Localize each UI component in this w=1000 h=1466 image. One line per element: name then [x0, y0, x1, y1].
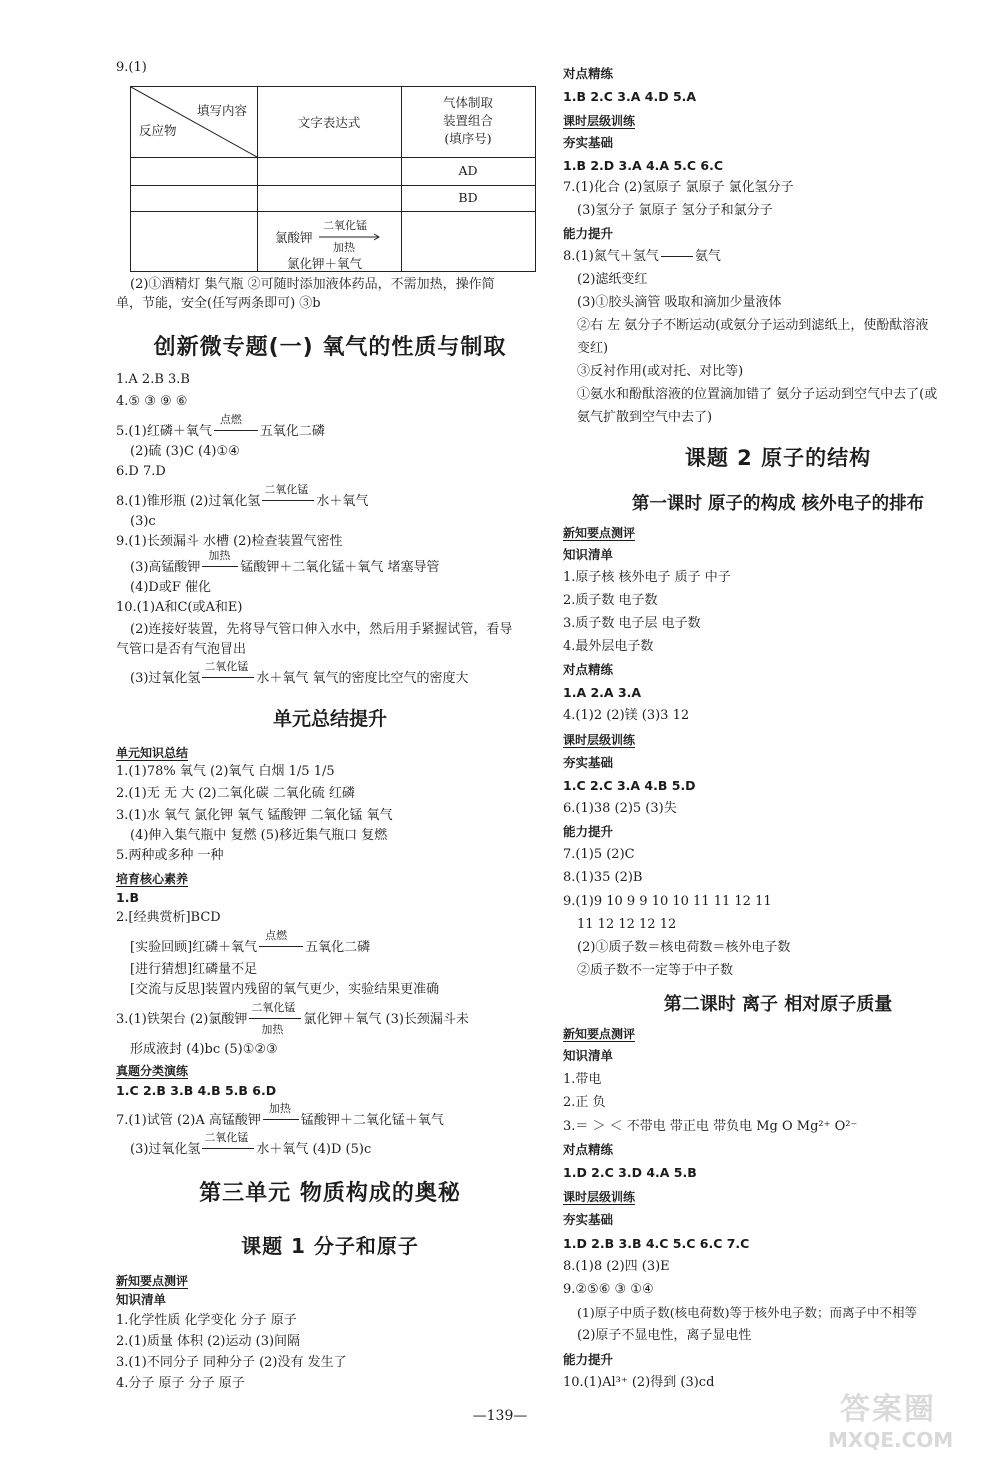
answer-line: 10.(1)Al³⁺ (2)得到 (3)cd	[563, 1375, 715, 1390]
answer-line: 10.(1)A和C(或A和E)	[116, 600, 243, 615]
subsection-label: 对点精练	[563, 1142, 614, 1157]
answer-line: 8.(1)氮气＋氢气 氨气	[563, 249, 721, 264]
answer-line: 9.(1)长颈漏斗 水槽 (2)检查装置气密性	[116, 534, 343, 549]
reaction-arrow-icon: 二氧化锰	[200, 671, 256, 687]
answer-line: 气管口是否有气泡冒出	[116, 642, 247, 657]
answer-line: (3)①胶头滴管 吸取和滴加少量液体	[577, 295, 782, 310]
answer-line: 2.(1)质量 体积 (2)运动 (3)间隔	[116, 1334, 301, 1349]
table-divider	[131, 211, 535, 212]
answer-line: 9.②⑤⑥ ③ ①④	[563, 1282, 654, 1297]
watermark-text: MXQE.COM	[828, 1428, 954, 1452]
answer-line: (3)高锰酸钾 加热 锰酸钾＋二氧化锰＋氧气 堵塞导管	[130, 549, 440, 575]
subsection-label: 对点精练	[563, 66, 614, 81]
subsection-label: 知识清单	[563, 547, 614, 562]
reaction-arrow-icon: 点燃	[212, 424, 260, 440]
subsection-label: 能力提升	[563, 226, 614, 241]
reaction-arrow-icon: 加热	[261, 1113, 301, 1129]
answer-line: ②右 左 氨分子不断运动(或氨分子运动到滤纸上，使酚酞溶液	[577, 318, 929, 333]
table-divider	[131, 157, 535, 158]
answer-line: 1.化学性质 化学变化 分子 原子	[116, 1313, 297, 1328]
subsection-label: 新知要点测评	[563, 526, 636, 540]
answer-line: 4.(1)2 (2)镁 (3)3 12	[563, 708, 690, 723]
answer-line: [进行猜想]红磷量不足	[130, 962, 258, 977]
answer-line: 3.质子数 电子层 电子数	[563, 616, 701, 631]
table-cell: BD	[458, 190, 478, 205]
answer-line: 5.两种或多种 一种	[116, 848, 224, 863]
answer-line: ③反衬作用(或对托、对比等)	[577, 364, 744, 379]
answer-line: 8.(1)锥形瓶 (2)过氧化氢 二氧化锰 水＋氧气	[116, 483, 369, 509]
answer-line: 7.(1)5 (2)C	[563, 847, 635, 862]
answer-line: 3.＝ ＞ ＜ 不带电 带正电 带负电 Mg O Mg²⁺ O²⁻	[563, 1119, 858, 1134]
answer-line: 1.原子核 核外电子 质子 中子	[563, 570, 731, 585]
answer-line: 3.(1)铁架台 (2)氯酸钾 二氧化锰 加热 氯化钾＋氧气 (3)长颈漏斗未	[116, 1001, 469, 1036]
answer-line: 4.⑤ ③ ⑨ ⑥	[116, 394, 188, 409]
answer-line: (4)伸入集气瓶中 复燃 (5)移近集气瓶口 复燃	[130, 828, 388, 843]
answer-line: [实验回顾]红磷＋氧气 点燃 五氧化二磷	[130, 929, 371, 955]
subsection-label: 新知要点测评	[563, 1027, 636, 1041]
reaction-arrow-icon: 二氧化锰	[200, 1142, 256, 1158]
answer-line: 11 12 12 12 12	[577, 917, 677, 932]
watermark-logo	[822, 1384, 992, 1458]
subsection-label: 夯实基础	[563, 135, 614, 150]
table-header-apparatus: 装置组合	[442, 113, 493, 128]
reaction-arrow-icon	[659, 249, 695, 265]
subsection-label: 知识清单	[563, 1048, 614, 1063]
lesson-title: 第二课时 离子 相对原子质量	[663, 994, 893, 1015]
subsection-label: 课时层级训练	[563, 733, 636, 747]
answer-line: (3)c	[130, 514, 156, 529]
answer-line: (3)氢分子 氯原子 氢分子和氯分子	[577, 203, 773, 218]
subsection-label: 能力提升	[563, 1352, 614, 1367]
topic-title: 课题 1 分子和原子	[241, 1234, 419, 1258]
page-number: —139—	[472, 1408, 528, 1424]
unit-title: 第三单元 物质构成的奥秘	[199, 1181, 461, 1206]
answer-line: (2)硫 (3)C (4)①④	[130, 444, 240, 459]
answer-line: (1)原子中质子数(核电荷数)等于核外电子数；而离子中不相等	[577, 1305, 917, 1320]
answer-line: [交流与反思]装置内残留的氧气更少，实验结果更准确	[130, 982, 440, 997]
answer-line: (4)D或F 催化	[130, 580, 211, 595]
answer-line: (2)①质子数＝核电荷数＝核外电子数	[577, 940, 791, 955]
subsection-label: 真题分类演练	[116, 1064, 189, 1078]
table-header-apparatus: 气体制取	[442, 95, 493, 110]
answer-line: 变红)	[577, 341, 609, 356]
answer-line: 5.(1)红磷＋氧气 点燃 五氧化二磷	[116, 413, 325, 439]
answer-line: 1.A 2.B 3.B	[116, 372, 190, 387]
subsection-label: 能力提升	[563, 824, 614, 839]
answer-line: 4.分子 原子 分子 原子	[116, 1376, 245, 1391]
subsection-label: 对点精练	[563, 662, 614, 677]
table-divider	[131, 185, 535, 186]
table-cell: 氯化钾＋氧气	[287, 256, 363, 271]
answer-line: 形成液封 (4)bc (5)①②③	[130, 1042, 278, 1057]
answer-line: 3.(1)不同分子 同种分子 (2)没有 发生了	[116, 1355, 347, 1370]
answer-line: 6.D 7.D	[116, 464, 166, 479]
answer-line: (2)原子不显电性，离子显电性	[577, 1328, 752, 1343]
lesson-title: 第一课时 原子的构成 核外电子的排布	[631, 494, 925, 514]
q9-label: 9.(1)	[116, 60, 147, 75]
answer-line: ①氨水和酚酞溶液的位置滴加错了 氨分子运动到空气中去了(或	[577, 387, 938, 402]
answer-line: (3)过氧化氢 二氧化锰 水＋氧气 氧气的密度比空气的密度大	[130, 660, 469, 686]
answer-line: 1.C 2.C 3.A 4.B 5.D	[563, 778, 696, 793]
topic-title: 课题 2 原子的结构	[684, 446, 872, 470]
answer-line: (2)①酒精灯 集气瓶 ②可随时添加液体药品，不需加热，操作简	[130, 277, 495, 292]
answer-line: 1.B 2.D 3.A 4.A 5.C 6.C	[563, 158, 724, 173]
reaction-arrow-icon: 二氧化锰	[260, 494, 316, 510]
answer-line: 2.(1)无 无 大 (2)二氧化碳 二氧化硫 红磷	[116, 786, 355, 801]
answer-line: 2.质子数 电子数	[563, 593, 658, 608]
reaction-table	[130, 86, 536, 272]
watermark-text: 答案圈	[840, 1392, 936, 1427]
reaction-arrow-icon: 点燃	[257, 940, 305, 956]
reaction-arrow-icon: 二氧化锰 加热	[247, 1012, 303, 1028]
table-header-expression: 文字表达式	[297, 115, 361, 130]
answer-line: 6.(1)38 (2)5 (3)失	[563, 801, 677, 816]
answer-line: 氨气扩散到空气中去了)	[577, 410, 713, 425]
answer-line: 1.(1)78% 氧气 (2)氧气 白烟 1/5 1/5	[116, 764, 335, 779]
answer-line: 8.(1)8 (2)四 (3)E	[563, 1259, 670, 1274]
reaction-arrow-icon: 加热	[200, 560, 240, 576]
answer-line: 1.B	[116, 890, 139, 905]
subsection-label: 夯实基础	[563, 755, 614, 770]
reaction-condition: 二氧化锰	[323, 219, 367, 232]
answer-line: 1.A 2.A 3.A	[563, 685, 642, 700]
section-title: 单元总结提升	[272, 708, 387, 730]
section-title: 创新微专题(一) 氧气的性质与制取	[153, 335, 507, 360]
answer-line: 7.(1)化合 (2)氢原子 氯原子 氯化氢分子	[563, 180, 794, 195]
table-cell: AD	[458, 163, 478, 178]
subsection-label: 新知要点测评	[116, 1274, 189, 1288]
subsection-label: 知识清单	[116, 1292, 167, 1307]
reaction-condition: 加热	[333, 241, 355, 254]
answer-line: 1.B 2.C 3.A 4.D 5.A	[563, 89, 697, 104]
answer-line: 1.D 2.C 3.D 4.A 5.B	[563, 1165, 697, 1180]
answer-line: 1.C 2.B 3.B 4.B 5.B 6.D	[116, 1083, 277, 1098]
answer-line: (3)过氧化氢 二氧化锰 水＋氧气 (4)D (5)c	[130, 1131, 372, 1157]
table-header-reactant: 反应物	[139, 123, 177, 138]
answer-line: 3.(1)水 氧气 氯化钾 氧气 锰酸钾 二氧化锰 氧气	[116, 808, 393, 823]
subsection-label: 单元知识总结	[116, 746, 189, 760]
subsection-label: 培育核心素养	[116, 872, 189, 886]
answer-line: 1.带电	[563, 1072, 602, 1087]
answer-line: 7.(1)试管 (2)A 高锰酸钾 加热 锰酸钾＋二氧化锰＋氧气	[116, 1102, 444, 1128]
answer-line: (2)连接好装置，先将导气管口伸入水中，然后用手紧握试管，看导	[130, 622, 513, 637]
subsection-label: 夯实基础	[563, 1212, 614, 1227]
answer-line: 8.(1)35 (2)B	[563, 870, 643, 885]
answer-line: 2.[经典赏析]BCD	[116, 910, 221, 925]
answer-line: ②质子数不一定等于中子数	[577, 963, 734, 978]
subsection-label: 课时层级训练	[563, 114, 636, 128]
answer-line: 2.正 负	[563, 1095, 606, 1110]
table-header-fill: 填写内容	[197, 103, 248, 118]
answer-line: 4.最外层电子数	[563, 639, 654, 654]
table-cell: 氯酸钾	[275, 230, 313, 245]
subsection-label: 课时层级训练	[563, 1190, 636, 1204]
table-header-apparatus: (填序号)	[444, 131, 492, 146]
answer-line: 单，节能，安全(任写两条即可) ③b	[116, 296, 321, 311]
answer-line: 1.D 2.B 3.B 4.C 5.C 6.C 7.C	[563, 1236, 750, 1251]
answer-line: 9.(1)9 10 9 9 10 10 11 11 12 11	[563, 894, 772, 909]
answer-line: (2)滤纸变红	[577, 272, 648, 287]
